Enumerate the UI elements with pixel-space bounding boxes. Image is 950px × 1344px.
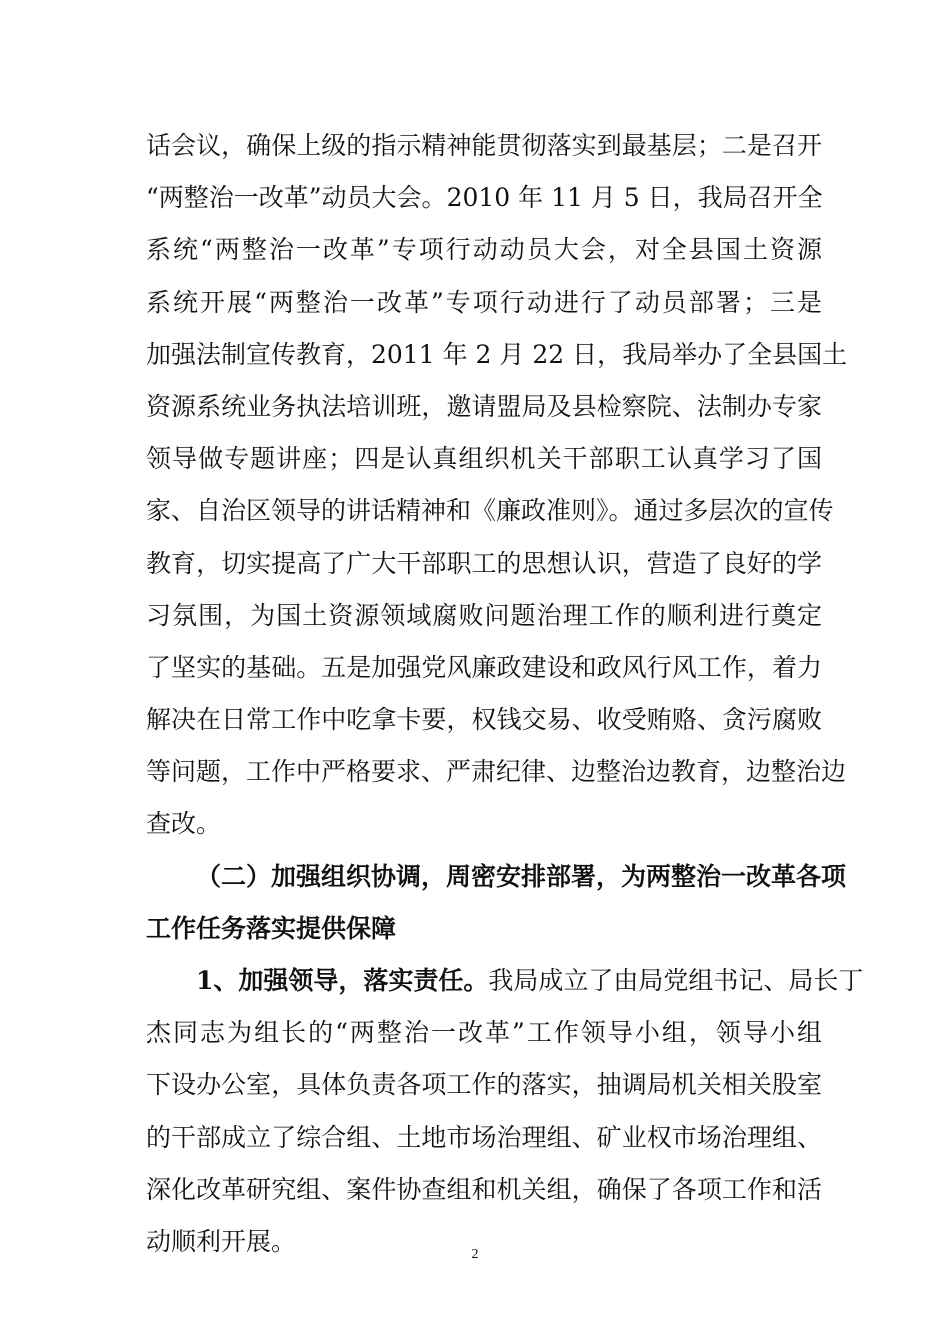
text-line: 系统开展“两整治一改革”专项行动进行了动员部署；三是 — [146, 287, 822, 317]
text-line: 查改。 — [146, 809, 222, 839]
text-line: 领导做专题讲座；四是认真组织机关干部职工认真学习了国 — [146, 444, 822, 474]
page-number: 2 — [471, 1247, 479, 1262]
text-line: 了坚实的基础。五是加强党风廉政建设和政风行风工作，着力 — [146, 652, 822, 682]
text-line: 资源系统业务执法培训班，邀请盟局及县检察院、法制办专家 — [146, 391, 822, 421]
text-line: 解决在日常工作中吃拿卡要，权钱交易、收受贿赂、贪污腐败 — [146, 705, 822, 735]
body-paragraph-1 — [146, 120, 864, 1268]
text-line: 的干部成立了综合组、土地市场治理组、矿业权市场治理组、 — [146, 1122, 822, 1152]
text-line: 教育，切实提高了广大干部职工的思想认识，营造了良好的学 — [146, 548, 822, 578]
section-heading: 工作任务落实提供保障 — [146, 913, 397, 943]
text-line: 加强法制宣传教育，2011 年 2 月 22 日，我局举办了全县国土 — [146, 339, 848, 369]
text-line: 家、自治区领导的讲话精神和《廉政准则》。通过多层次的宣传 — [146, 496, 834, 526]
text-line: 深化改革研究组、案件协查组和机关组，确保了各项工作和活 — [146, 1174, 822, 1204]
text-line: 话会议，确保上级的指示精神能贯彻落实到最基层；二是召开 — [146, 131, 822, 160]
text-line: 下设办公室，具体负责各项工作的落实，抽调局机关相关股室 — [146, 1070, 822, 1100]
section-heading: （二）加强组织协调，周密安排部署，为两整治一改革各项 — [196, 861, 847, 891]
text-line: 杰同志为组长的“两整治一改革”工作领导小组，领导小组 — [146, 1018, 822, 1048]
item-text: 我局成立了由局党组书记、局长丁 — [488, 966, 864, 995]
item-heading: 1、加强领导，落实责任。 — [196, 966, 489, 995]
text-line: 动顺利开展。 — [146, 1226, 297, 1256]
text-line: 系统“两整治一改革”专项行动动员大会，对全县国土资源 — [146, 235, 822, 265]
item-heading-line — [146, 955, 864, 1007]
text-line: 习氛围，为国土资源领域腐败问题治理工作的顺利进行奠定 — [146, 600, 822, 630]
text-line: 等问题，工作中严格要求、严肃纪律、边整治边教育，边整治边 — [146, 757, 847, 787]
text-line: “两整治一改革”动员大会。2010 年 11 月 5 日，我局召开全 — [146, 183, 823, 213]
